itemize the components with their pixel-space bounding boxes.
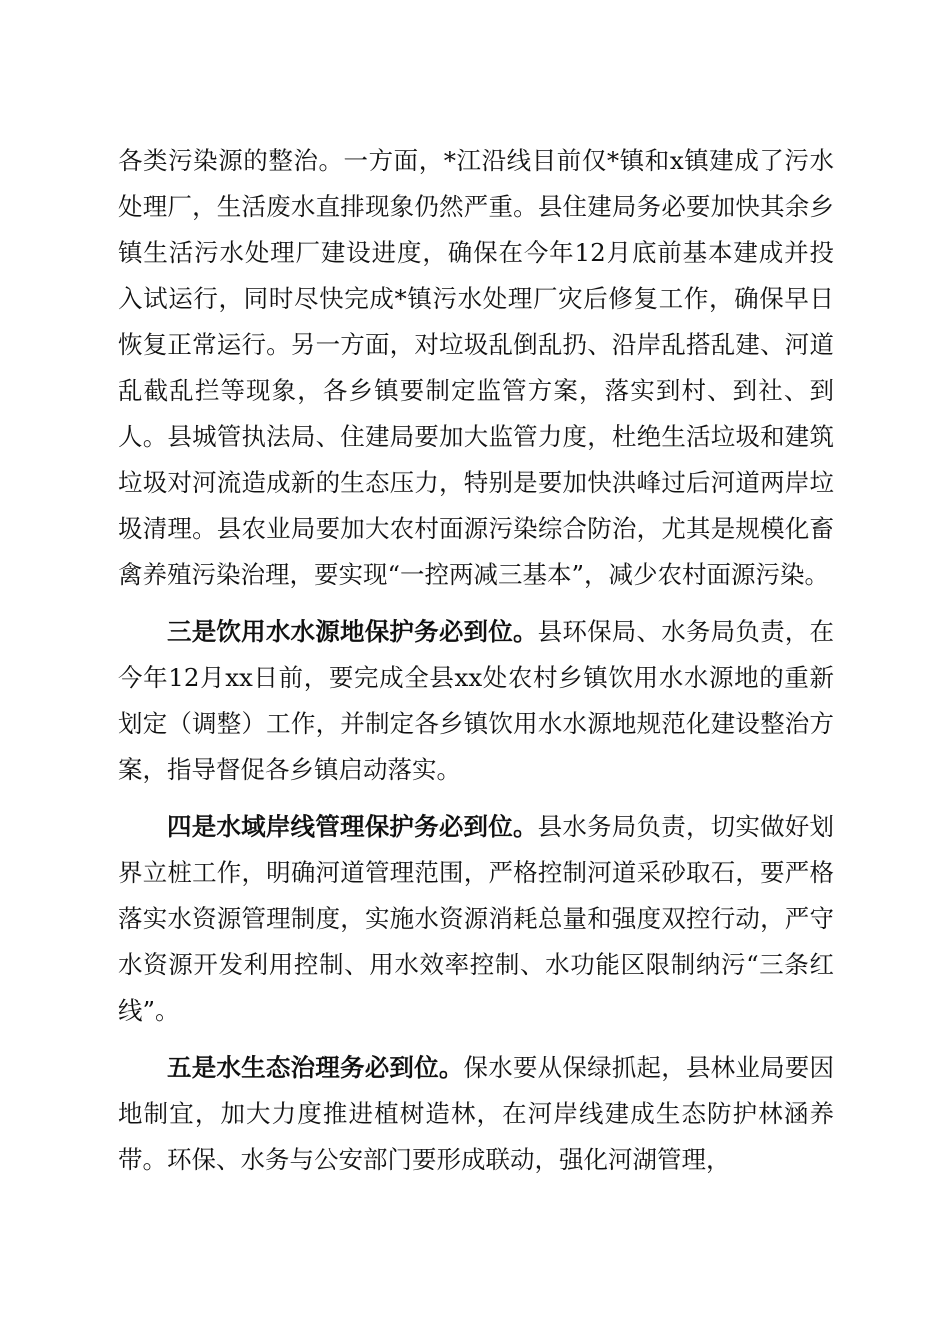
paragraph-pollution-sources	[118, 138, 834, 598]
paragraph-drinking-water-source	[118, 609, 834, 793]
paragraph-lead-heading: 四是水域岸线管理保护务必到位。	[167, 812, 538, 841]
paragraph-text: 县环保局、水务局负责，在今年12月xx日前，要完成全县xx处农村乡镇饮用水水源地的重新划定（调整）工作，并制定各乡镇饮用水水源地规范化建设整治方案，指导督促各乡镇启动落实。	[118, 617, 834, 784]
paragraph-lead-heading: 五是水生态治理务必到位。	[167, 1053, 464, 1082]
paragraph-water-ecology	[118, 1045, 834, 1183]
paragraph-shoreline-management	[118, 804, 834, 1034]
document-page	[118, 138, 834, 1194]
paragraph-lead-heading: 三是饮用水水源地保护务必到位。	[167, 617, 538, 646]
paragraph-text: 保水要从保绿抓起，县林业局要因地制宜，加大力度推进植树造林，在河岸线建成生态防护林涵养带。环保、水务与公安部门要形成联动，强化河湖管理，	[118, 1053, 835, 1174]
paragraph-text: 县水务局负责，切实做好划界立桩工作，明确河道管理范围，严格控制河道采砂取石，要严格落实水资源管理制度，实施水资源消耗总量和强度双控行动，严守水资源开发利用控制、用水效率控制、水功能区限制纳污“三条红线”。	[118, 812, 834, 1025]
paragraph-text: 各类污染源的整治。一方面，*江沿线目前仅*镇和x镇建成了污水处理厂，生活废水直排现象仍然严重。县住建局务必要加快其余乡镇生活污水处理厂建设进度，确保在今年12月底前基本建成并投入试运行，同时尽快完成*镇污水处理厂灾后修复工作，确保早日恢复正常运行。另一方面，对垃圾乱倒乱扔、沿岸乱搭乱建、河道乱截乱拦等现象，各乡镇要制定监管方案，落实到村、到社、到人。县城管执法局、住建局要加大监管力度，杜绝生活垃圾和建筑垃圾对河流造成新的生态压力，特别是要加快洪峰过后河道两岸垃圾清理。县农业局要加大农村面源污染综合防治，尤其是规模化畜禽养殖污染治理，要实现“一控两减三基本”，减少农村面源污染。	[118, 146, 834, 589]
